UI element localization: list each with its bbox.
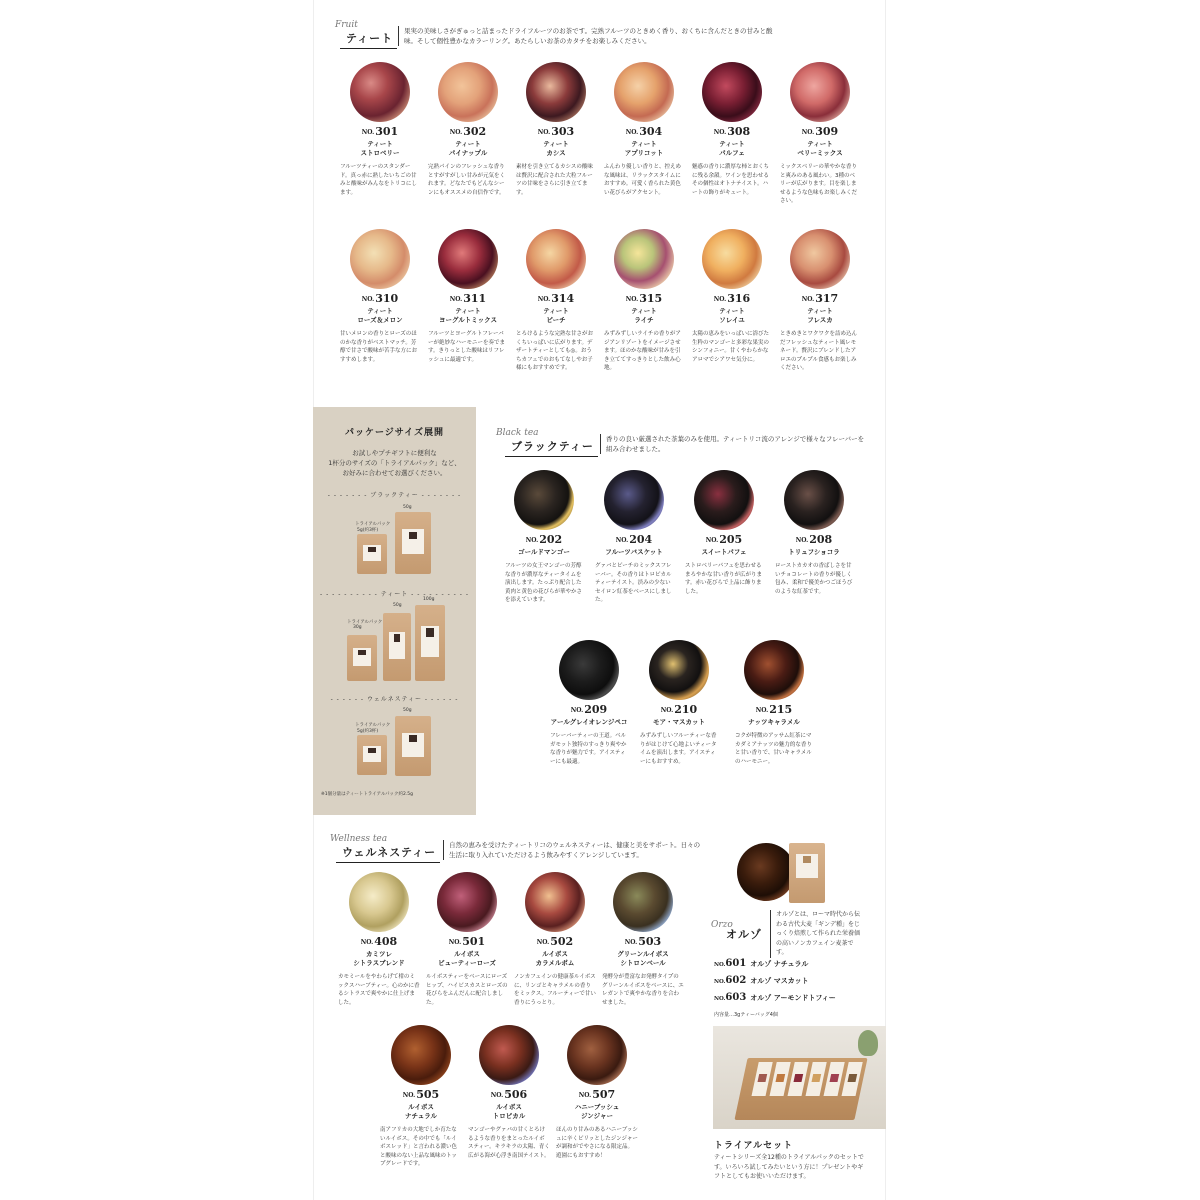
wellness-item-desc: ルイボスティーをベースにローズヒップ、ハイビスカスとローズの花びらをふんだんに配合しました。 — [426, 974, 508, 1006]
black-item-210 — [638, 640, 720, 766]
fruit-tea-image — [526, 62, 586, 122]
black-item-number: NO.210 — [660, 703, 698, 716]
pouch-wellness-large — [395, 716, 431, 776]
package-size-panel — [313, 407, 476, 815]
black-item-desc: フレーバーティーの王道。ベルガモット独特のすっきり爽やかな香りが魅力です。アイスティーにも最適。 — [550, 733, 627, 765]
fruit-item-name: ティート パイナップル — [448, 140, 488, 157]
fruit-item-304 — [602, 62, 686, 197]
wellness-tea-image — [525, 872, 585, 932]
fruit-item-name: ティート ソレイユ — [719, 307, 745, 324]
black-item-name: スイートパフェ — [701, 548, 747, 556]
fruit-item-316 — [690, 229, 774, 364]
wellness-item-name: グリーンルイボス シトロンベール — [617, 950, 669, 967]
black-item-number: NO.202 — [525, 533, 563, 546]
wellness-item-desc: カモミールをやわらげて柑のミックスハーブティー。心のかに香るシトラスで爽やかに仕上げました。 — [338, 974, 420, 1006]
fruit-tea-image — [702, 62, 762, 122]
plant-decoration — [858, 1030, 878, 1056]
fruit-item-314 — [514, 229, 598, 373]
fruit-tea-image — [438, 229, 498, 289]
orzo-tea-image — [737, 843, 795, 901]
fruit-item-desc: 素材を引き立てるカシスの酸味は贅沢に配合された大粒フルーツの甘味をさらに引き立てます。 — [516, 164, 593, 196]
package-title: パッケージサイズ展開 — [344, 428, 445, 438]
black-item-number: NO.209 — [570, 703, 608, 716]
wellness-item-number: NO.505 — [402, 1088, 440, 1101]
fruit-item-number: NO.317 — [801, 292, 839, 305]
wellness-section-desc: 自然の恵みを受けたティートリコのウェルネスティーは、健康と美をサポート。日々の生活に取り入れていただけるよう飲みやすくアレンジしています。 — [443, 840, 703, 860]
pouch-black-small — [357, 534, 387, 574]
fruit-item-number: NO.303 — [537, 125, 575, 138]
size-label-d: 50g — [393, 603, 402, 608]
orzo-item-602: NO.602 オルゾ マスカット — [714, 975, 809, 986]
wellness-item-number: NO.507 — [578, 1088, 616, 1101]
black-item-204 — [593, 470, 675, 605]
fruit-item-number: NO.304 — [625, 125, 663, 138]
black-tea-image — [604, 470, 664, 530]
wellness-item-name: ルイボス トロピカル — [492, 1103, 526, 1120]
wellness-item-name: カミツレ シトラスブレンド — [353, 950, 405, 967]
black-item-desc: ストロベリーパフェを思わせるまろやかな甘い香りが広がります。赤い花びらで上品に飾りました。 — [685, 563, 763, 595]
wellness-item-name: ルイボス ナチュラル — [404, 1103, 438, 1120]
wellness-item-name: ルイボス ビューティーローズ — [438, 950, 496, 967]
size-label-e: 30g — [353, 625, 362, 630]
orzo-section-desc: オルゾとは、ローマ時代から伝わる古代大麦「ギンデ種」をじっくり焙煎して作られた栄養価の高いノンカフェイン麦茶です。 — [770, 910, 860, 958]
fruit-item-309 — [778, 62, 862, 206]
fruit-item-302 — [426, 62, 510, 197]
fruit-item-number: NO.309 — [801, 125, 839, 138]
fruit-item-desc: ミックスベリーの華やかな香りと爽みのある風わい。3種のベリーが広がります。目を楽しませるような色味もお楽しみください。 — [780, 164, 858, 204]
package-category-black: - - - - - - - ブラックティー - - - - - - - — [327, 492, 462, 499]
black-item-desc: コクが特徴のアッサム紅茶にマカダミアナッツの魅力的な香りと甘い香りで、甘いキャラメルのハーモニー。 — [735, 733, 812, 765]
black-item-209 — [548, 640, 630, 766]
fruit-item-name: ティート フレスカ — [807, 307, 833, 324]
black-item-number: NO.215 — [755, 703, 793, 716]
pouch-fruit-large — [415, 605, 445, 681]
trial-set-desc: ティートシリーズ全12種のトライアルパックのセットです。いろいろ試してみたいという方に！プレゼントやギフトとしてもお使いいただけます。 — [714, 1154, 864, 1180]
orzo-item-name: オルゾ ナチュラル — [750, 960, 809, 968]
fruit-item-number: NO.316 — [713, 292, 751, 305]
wellness-item-505 — [378, 1025, 464, 1169]
black-item-208 — [773, 470, 855, 596]
fruit-item-number: NO.314 — [537, 292, 575, 305]
wellness-item-503 — [600, 872, 686, 1007]
fruit-item-desc: 甘いメロンの香りとローズのほのかな香りがベストマッチ。芳醇で甘さで酸味が苦手な方におすすめします。 — [340, 331, 418, 363]
fruit-item-311 — [426, 229, 510, 364]
black-item-name: フルーツバスケット — [605, 548, 663, 556]
black-item-number: NO.204 — [615, 533, 653, 546]
black-tea-image — [744, 640, 804, 700]
trial-pack-label-wellness: トライアルパック — [355, 723, 391, 728]
fruit-item-301 — [338, 62, 422, 197]
fruit-item-number: NO.310 — [361, 292, 399, 305]
pouch-fruit-small — [347, 635, 377, 681]
wellness-tea-image — [349, 872, 409, 932]
fruit-item-name: ティート ベリーミックス — [797, 140, 843, 157]
trial-box-image — [734, 1058, 867, 1120]
orzo-section-script: Orzo — [711, 920, 733, 930]
wellness-tea-image — [613, 872, 673, 932]
fruit-item-desc: みずみずしいライチの香りがアジアンリゾートをイメージさせます。ほのかな酸味が甘みを引き立ててすっきりとした飲み心地。 — [604, 331, 681, 371]
fruit-item-name: ティート カシス — [543, 140, 569, 157]
fruit-item-number: NO.301 — [361, 125, 399, 138]
wellness-tea-image — [567, 1025, 627, 1085]
black-item-215 — [733, 640, 815, 766]
wellness-item-number: NO.408 — [360, 935, 398, 948]
fruit-tea-image — [614, 229, 674, 289]
black-tea-image — [559, 640, 619, 700]
wellness-item-desc: 南アフリカの大地でしか育たないルイボス。その中でも「ルイボスレッド」と言われる濃い色と酸味のない上品な風味のトップグレードです。 — [380, 1127, 457, 1167]
black-item-name: アールグレイオレンジペコ — [550, 718, 628, 726]
fruit-section-title: ティート — [340, 30, 397, 49]
black-item-desc: フルーツの女王マンゴーの芳醇な香りが濃厚なティータイムを演出します。たっぷり配合した黄肉と黄色の花びらが華やかさを添えています。 — [505, 563, 583, 603]
wellness-item-number: NO.501 — [448, 935, 486, 948]
fruit-item-310 — [338, 229, 422, 364]
fruit-tea-image — [790, 62, 850, 122]
black-tea-image — [784, 470, 844, 530]
pouch-wellness-small — [357, 735, 387, 775]
package-category-wellness: - - - - - - ウェルネスティー - - - - - - — [330, 696, 459, 703]
fruit-item-desc: 完熟パインのフレッシュな香りとすがすがしい甘みが元気をくれます。どなたでもどんなシーンにもオススメの自信作です。 — [428, 164, 506, 196]
fruit-tea-image — [350, 62, 410, 122]
orzo-section-title: オルゾ — [726, 928, 762, 941]
black-item-name: ナッツキャラメル — [748, 718, 800, 726]
trial-pack-label-fruit: トライアルパック — [347, 620, 383, 625]
wellness-item-number: NO.503 — [624, 935, 662, 948]
trial-pack-label-black: トライアルパック — [355, 522, 391, 527]
black-tea-image — [514, 470, 574, 530]
wellness-tea-image — [391, 1025, 451, 1085]
fruit-tea-image — [526, 229, 586, 289]
fruit-item-308 — [690, 62, 774, 197]
black-item-desc: みずみずしいフルーティーな香りがはじけて心地よいティータイムを演出します。アイスティーにもおすすめ。 — [640, 733, 717, 765]
black-tea-image — [694, 470, 754, 530]
size-label-g: 50g — [403, 708, 412, 713]
fruit-item-315 — [602, 229, 686, 373]
orzo-item-name: オルゾ アーモンドトフィー — [750, 994, 836, 1002]
black-item-202 — [503, 470, 585, 605]
wellness-item-number: NO.506 — [490, 1088, 528, 1101]
fruit-tea-image — [350, 229, 410, 289]
wellness-tea-image — [437, 872, 497, 932]
black-item-name: トリュフショコラ — [788, 548, 840, 556]
orzo-item-603: NO.603 オルゾ アーモンドトフィー — [714, 992, 836, 1003]
fruit-item-name: ティート ストロベリー — [360, 140, 400, 157]
fruit-item-name: ティート パルフェ — [719, 140, 745, 157]
wellness-item-number: NO.502 — [536, 935, 574, 948]
wellness-item-desc: ノンカフェインの健康茶ルイボスに、リンゴとキャラメルの香りをミックス。フルーティーで甘い香りにうっとり。 — [514, 974, 596, 1006]
fruit-item-desc: とろけるような完熟な甘さがおくちいっぱいに広がります。デザートティーとしても◎。おうちカフェでのおもてなしやお子様にもおすすめです。 — [516, 331, 594, 371]
fruit-tea-image — [438, 62, 498, 122]
fruit-item-desc: ときめきとワクワクを詰め込んだフレッシュなティート風レモネード。贅沢にブレンドしたアロエのプルプル食感もお楽しみください。 — [780, 331, 858, 371]
size-label-c: 100g — [423, 597, 435, 602]
fruit-item-number: NO.315 — [625, 292, 663, 305]
fruit-item-name: ティート ヨーグルトミックス — [438, 307, 498, 324]
fruit-item-name: ティート ローズ＆メロン — [357, 307, 403, 324]
fruit-item-317 — [778, 229, 862, 373]
black-section-title: ブラックティー — [505, 438, 598, 457]
fruit-item-number: NO.311 — [449, 292, 487, 305]
black-section-desc: 香りの良い厳選された茶葉のみを使用。ティートリコ流のアレンジで様々なフレーバーを組み合わせました。 — [600, 434, 870, 454]
wellness-item-name: ハニーブッシュ ジンジャー — [574, 1103, 620, 1120]
fruit-item-desc: フルーツとヨーグルトフレーバーが絶妙なハーモニーを奏でます。きりっとした酸味はリフレッシュに最適です。 — [428, 331, 506, 363]
black-item-desc: グァバとピーチのミックスフレーバー。その香りはトロピカルティーテイスト。渋みの少ないセイロン紅茶をベースにしました。 — [595, 563, 672, 603]
package-footnote: ※1個分量はティートトライアルパック約2.5g — [321, 792, 414, 797]
package-category-fruit: - - - - - - - - - - ティート - - - - - - - - - - — [320, 591, 469, 598]
wellness-item-desc: ほんのり甘みのあるハニーブッシュに辛くピリッとしたジンジャーが調和がでやさになる限定品。遊園にもおすすめ！ — [556, 1127, 638, 1159]
black-item-number: NO.208 — [795, 533, 833, 546]
fruit-item-desc: 太陽の恵みをいっぱいに浴びた生粋のマンゴーと多彩な果実のシンフォニー。甘くやわらかなアロマでシアワセ気分に。 — [692, 331, 770, 363]
orzo-pouch-image — [789, 843, 825, 903]
trial-set-photo — [713, 1026, 886, 1129]
black-tea-image — [649, 640, 709, 700]
orzo-content-note: 内容量…3gティーバッグ4個 — [714, 1012, 778, 1018]
wellness-item-name: ルイボス カラメルポム — [535, 950, 575, 967]
fruit-item-desc: フルーツティーのスタンダード。真っ赤に熟したいちごの甘みと酸味がみんなをトリコにします。 — [340, 164, 417, 196]
pouch-fruit-medium — [383, 613, 411, 681]
wellness-item-506 — [466, 1025, 552, 1160]
package-desc: お試しやプチギフトに便利な 1杯分のサイズの「トライアルパック」など、 お好みに合わせてお選びください。 — [328, 449, 461, 477]
black-item-205 — [683, 470, 765, 596]
fruit-section-desc: 果実の美味しさがぎゅっと詰まったドライフルーツのお茶です。完熟フルーツのときめく香り、おくちに含んだときの甘みと酸味。そして個性豊かなカラーリング。あたらしいお茶のカタチをお楽しみください。 — [398, 26, 778, 46]
pouch-black-large — [395, 512, 431, 574]
size-label-b: 50g — [403, 505, 412, 510]
orzo-item-601: NO.601 オルゾ ナチュラル — [714, 958, 809, 969]
black-item-number: NO.205 — [705, 533, 743, 546]
fruit-item-number: NO.308 — [713, 125, 751, 138]
fruit-section-script: Fruit — [335, 20, 358, 30]
wellness-item-507 — [554, 1025, 640, 1160]
wellness-item-desc: マンゴーやグァバの甘くとろけるような香りをまとったルイボスティー。キラキラの太陽、青く広がる海が心浮き南国テイスト。 — [468, 1127, 550, 1159]
wellness-section-script: Wellness tea — [330, 834, 388, 844]
black-section-script: Black tea — [496, 428, 539, 438]
wellness-item-501 — [424, 872, 510, 1007]
fruit-item-name: ティート ピーチ — [543, 307, 569, 324]
fruit-tea-image — [790, 229, 850, 289]
fruit-tea-image — [614, 62, 674, 122]
black-item-desc: ローストカカオの香ばしさを甘いチョコレートの香りが優しく包み、柔和で優美かつごほうびのような紅茶です。 — [775, 563, 853, 595]
fruit-item-number: NO.302 — [449, 125, 487, 138]
wellness-item-desc: 発酵分が豊富なお発酵タイプのグリーンルイボスをベースに、エレガントで爽やかな香りを合わせました。 — [602, 974, 684, 1006]
wellness-item-408 — [336, 872, 422, 1007]
wellness-tea-image — [479, 1025, 539, 1085]
fruit-tea-image — [702, 229, 762, 289]
fruit-item-name: ティート ライチ — [631, 307, 657, 324]
fruit-item-desc: ふんわり優しい香りと、控えめな風味は、リラックスタイムにおすすめ。可愛く香られた黄色い花びらがアクセント。 — [604, 164, 682, 196]
wellness-item-502 — [512, 872, 598, 1007]
black-item-name: モア・マスカット — [653, 718, 705, 726]
orzo-item-name: オルゾ マスカット — [750, 977, 809, 985]
fruit-item-303 — [514, 62, 598, 197]
size-label-a: 5g(約3杯) — [357, 528, 379, 533]
wellness-section-title: ウェルネスティー — [336, 844, 440, 863]
fruit-item-name: ティート アプリコット — [624, 140, 664, 157]
trial-set-title: トライアルセット — [714, 1141, 794, 1151]
black-item-name: ゴールドマンゴー — [518, 548, 570, 556]
size-label-h: 5g(約3杯) — [357, 729, 379, 734]
fruit-item-desc: 魅惑の香りに濃厚な柿とおくちに残る余韻。ワインを思わせるその個性はオトナテイスト。ハートの飾りがキュート。 — [692, 164, 770, 196]
